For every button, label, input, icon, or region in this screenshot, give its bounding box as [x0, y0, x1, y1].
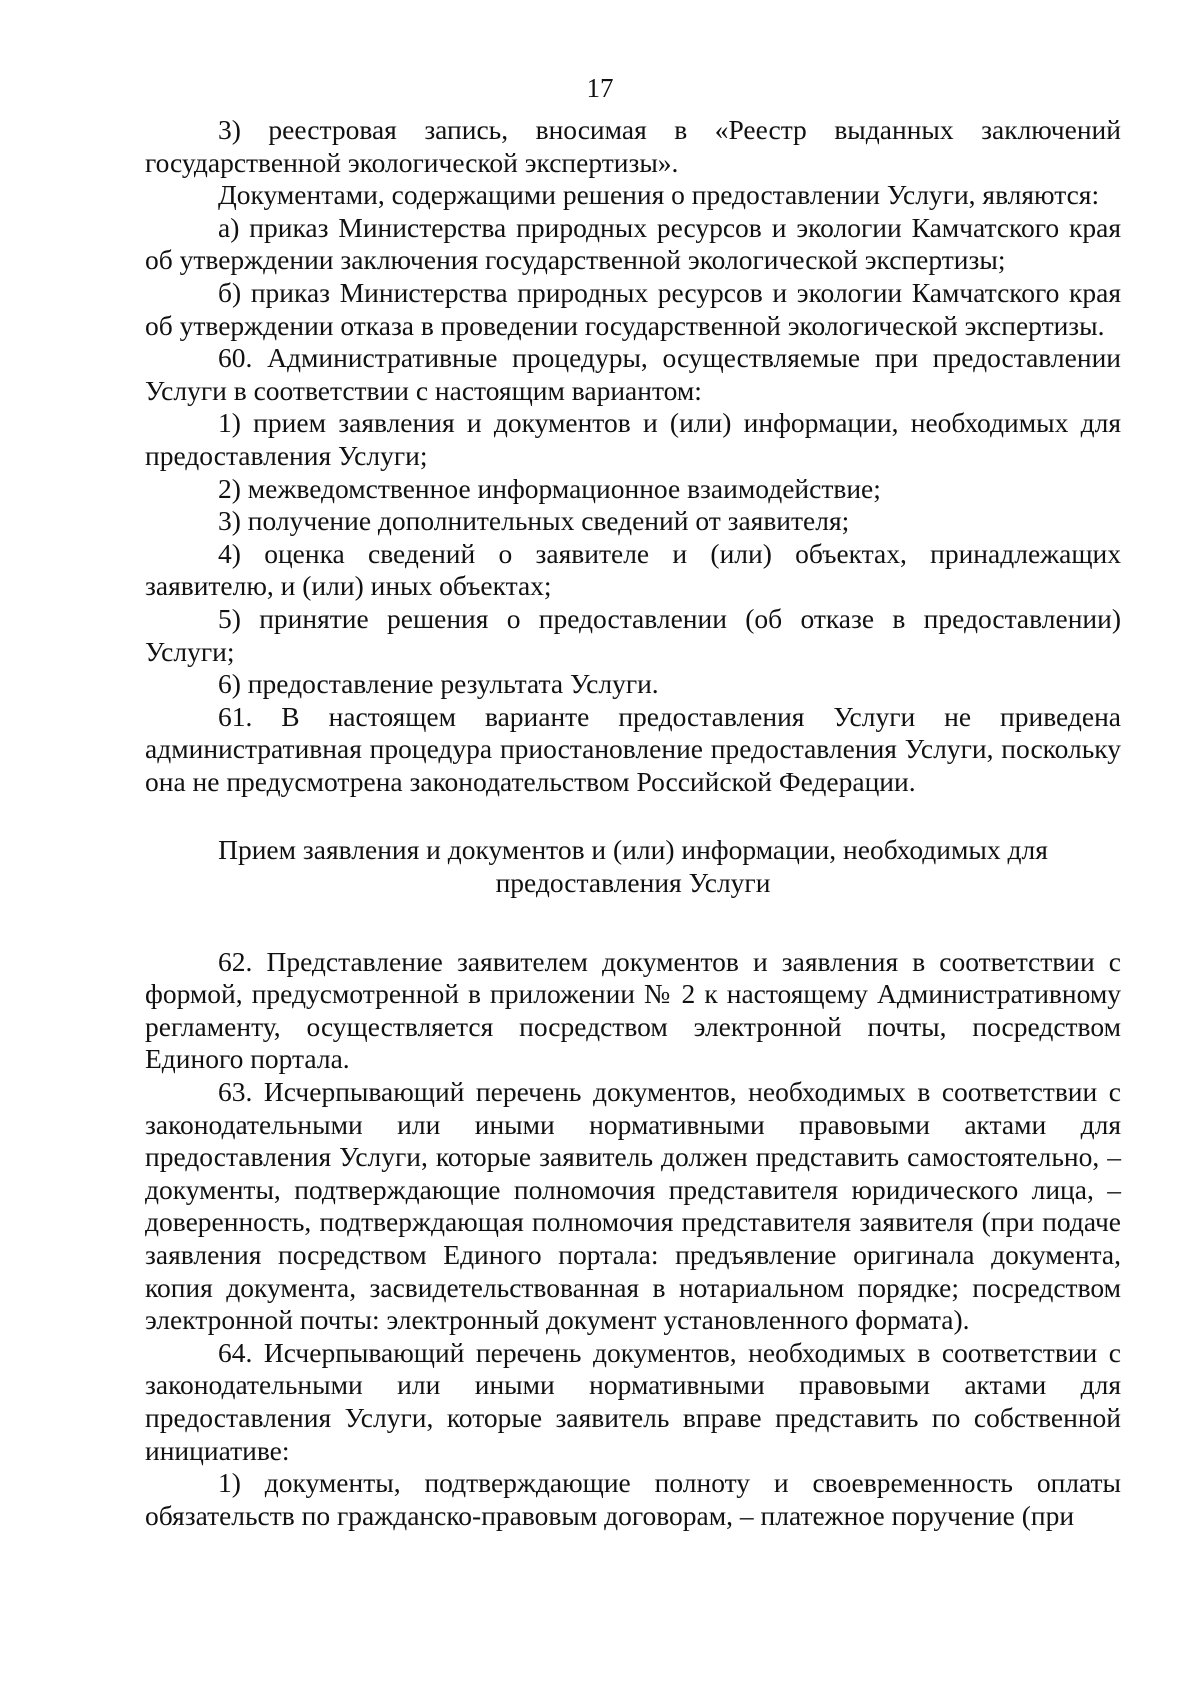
paragraph-61-suspension: 61. В настоящем варианте предоставления Услуги не приведена административная процедура приостановление предоставления Услуги, поскольку она не предусмотрена законодательством Российской Федерации. — [145, 700, 1121, 797]
section-heading-line-2: предоставления Услуги — [495, 867, 771, 899]
paragraph-procedure-3: 3) получение дополнительных сведений от заявителя; — [218, 505, 850, 537]
paragraph-item-3-registry-entry: 3) реестровая запись, вносимая в «Реестр выданных заключений государственной экологической экспертизы». — [145, 114, 1121, 178]
paragraph-64-optional-documents: 64. Исчерпывающий перечень документов, необходимых в соответствии с законодательными или иными нормативными правовыми актами для предоставления Услуги, которые заявитель вправе представить по собственной инициативе: — [145, 1336, 1121, 1466]
paragraph-procedure-1: 1) прием заявления и документов и (или) информации, необходимых для предоставления Услуги; — [145, 407, 1121, 471]
section-heading-line-1: Прием заявления и документов и (или) информации, необходимых для — [218, 834, 1048, 866]
page-number: 17 — [586, 73, 614, 103]
paragraph-procedure-5: 5) принятие решения о предоставлении (об отказе в предоставлении) Услуги; — [145, 602, 1121, 667]
paragraph-62-submission: 62. Представление заявителем документов и заявления в соответствии с формой, предусмотренной в приложении № 2 к настоящему Административному регламенту, осуществляется посредством электронной почты, посредством Единого портала. — [145, 945, 1121, 1075]
paragraph-63-required-documents: 63. Исчерпывающий перечень документов, необходимых в соответствии с законодательными или иными нормативными правовыми актами для предоставления Услуги, которые заявитель должен представить самостоятельно, – документы, подтверждающие полномочия представителя юридического лица, – доверенность, подтверждающая полномочия представителя заявителя (при подаче заявления посредством Единого портала: предъявление оригинала документа, копия документа, засвидетельствованная в нотариальном порядке; посредством электронной почты: электронный документ установленного формата). — [145, 1076, 1121, 1336]
paragraph-order-approval: а) приказ Министерства природных ресурсов и экологии Камчатского края об утверждении заключения государственной экологической экспертизы; — [145, 211, 1121, 276]
document-body — [145, 114, 1121, 1532]
paragraph-procedure-2: 2) межведомственное информационное взаимодействие; — [218, 472, 881, 504]
paragraph-60-procedures: 60. Административные процедуры, осуществляемые при предоставлении Услуги в соответствии с настоящим вариантом: — [145, 342, 1121, 406]
paragraph-procedure-4: 4) оценка сведений о заявителе и (или) объектах, принадлежащих заявителю, и (или) иных объектах; — [145, 537, 1121, 602]
paragraph-procedure-6: 6) предоставление результата Услуги. — [218, 668, 659, 700]
paragraph-64-item-1: 1) документы, подтверждающие полноту и своевременность оплаты обязательств по гражданско-правовым договорам, – платежное поручение (при — [145, 1467, 1121, 1531]
paragraph-decision-documents: Документами, содержащими решения о предоставлении Услуги, являются: — [218, 179, 1100, 211]
paragraph-order-refusal: б) приказ Министерства природных ресурсов и экологии Камчатского края об утверждении отказа в проведении государственной экологической экспертизы. — [145, 276, 1121, 341]
